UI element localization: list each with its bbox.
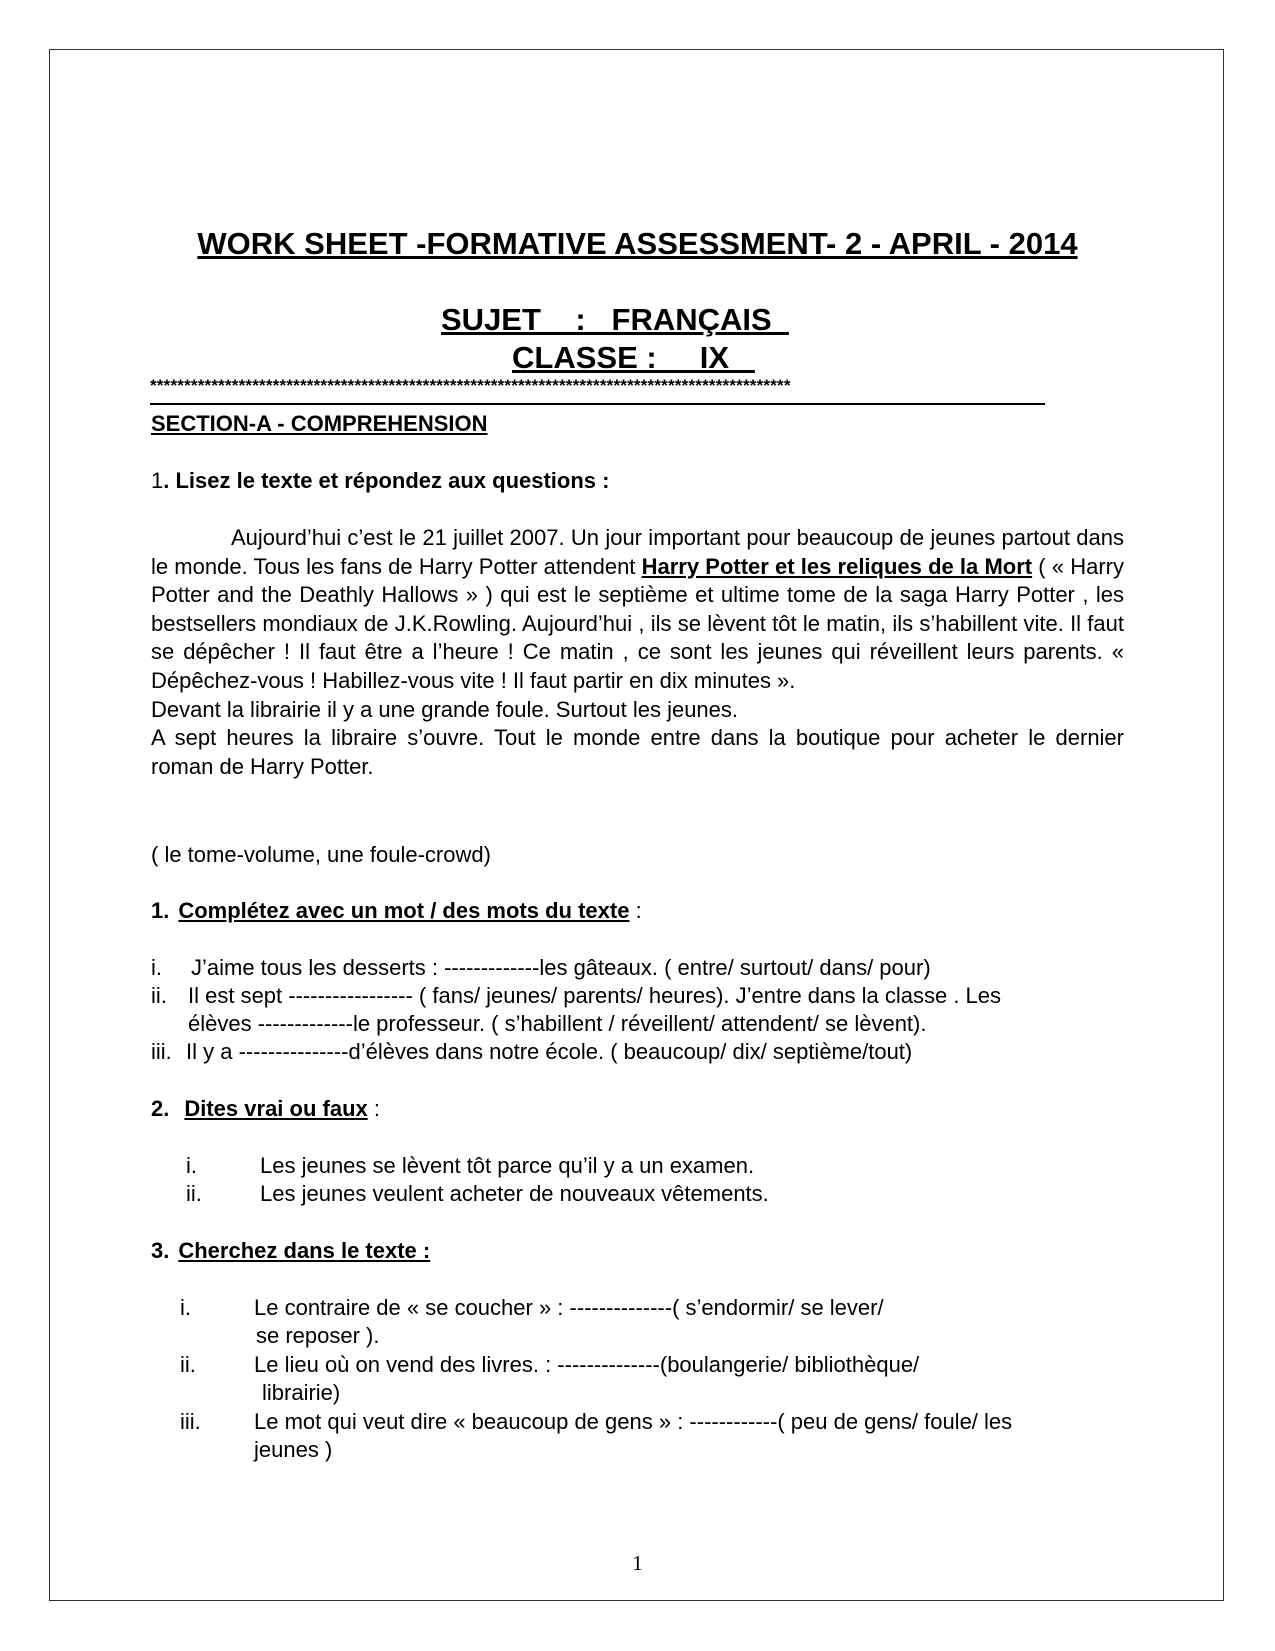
- question-number: 2.: [151, 1096, 170, 1121]
- subject-line: SUJET : FRANÇAIS: [441, 302, 789, 337]
- question-number: 1.: [151, 898, 170, 923]
- q2-item-num: ii.: [186, 1181, 202, 1206]
- q3-item-text: Le mot qui veut dire « beaucoup de gens » : ------------( peu de gens/ foule/ les: [254, 1409, 1013, 1434]
- question-2-heading: [151, 1096, 380, 1122]
- q1-item-text: Il y a ---------------d’élèves dans notre école. ( beaucoup/ dix/ septième/tout): [186, 1039, 913, 1064]
- q1-item-num: iii.: [151, 1039, 172, 1064]
- q1-item-continuation: élèves -------------le professeur. ( s’habillent / réveillent/ attendent/ se lèvent).: [188, 1011, 927, 1036]
- q2-item-text: Les jeunes se lèvent tôt parce qu’il y a un examen.: [260, 1153, 755, 1178]
- q3-item-continuation: librairie): [262, 1380, 341, 1405]
- passage-paragraph-1: [151, 524, 1124, 696]
- instruction-text: . Lisez le texte et répondez aux questions :: [163, 468, 610, 493]
- passage-paragraph-3: A sept heures la libraire s’ouvre. Tout le monde entre dans la boutique pour acheter le dernier roman de Harry Potter.: [151, 725, 1124, 779]
- question-3-heading: [151, 1238, 430, 1264]
- q3-item-text: Le contraire de « se coucher » : --------------( s’endormir/ se lever/: [254, 1295, 884, 1320]
- question-colon: :: [629, 898, 642, 923]
- book-title: Harry Potter et les reliques de la Mort: [641, 553, 1033, 579]
- reading-passage: [151, 524, 1124, 781]
- q3-item-text: Le lieu où on vend des livres. : --------------(boulangerie/ bibliothèque/: [254, 1352, 920, 1377]
- q2-item-text: Les jeunes veulent acheter de nouveaux vêtements.: [260, 1181, 769, 1206]
- instruction-number: 1: [151, 468, 164, 493]
- passage-text: ( « Harry Potter and the Deathly Hallows » ) qui est le septième et ultime tome de la saga Harry Potter , les bestsellers mondiaux de J.K.Rowling. Aujourd’hui , ils se lèvent tôt le matin, ils s’habillent vite. Il faut se dépêcher ! Il faut être a l’heure ! Ce matin , ce sont les jeunes qui réveillent leurs parents. « Dépêchez-vous ! Habillez-vous vite ! Il faut partir en dix minutes ».: [151, 553, 1124, 693]
- question-text: Cherchez dans le texte :: [178, 1238, 431, 1263]
- glossary-note: ( le tome-volume, une foule-crowd): [151, 842, 491, 867]
- instruction-line: [151, 468, 609, 494]
- worksheet-title: WORK SHEET -FORMATIVE ASSESSMENT- 2 - APRIL - 2014: [197, 226, 1078, 261]
- class-line: CLASSE : IX: [512, 340, 755, 375]
- q3-item-continuation: jeunes ): [254, 1437, 333, 1462]
- q1-item-num: ii.: [151, 983, 167, 1008]
- page-number: 1: [632, 1551, 643, 1575]
- passage-text: Aujourd’hui c’est le 21 juillet 2007. Un jour important pour beaucoup de jeunes partout dans le monde. Tous les fans de Harry Potter attendent: [151, 525, 1124, 579]
- q3-item-num: i.: [180, 1295, 191, 1320]
- question-number: 3.: [151, 1238, 170, 1263]
- question-text: Complétez avec un mot / des mots du texte: [178, 898, 630, 923]
- q3-item-num: ii.: [180, 1352, 196, 1377]
- q1-item-text: J’aime tous les desserts : -------------les gâteaux. ( entre/ surtout/ dans/ pour): [191, 955, 931, 980]
- divider-line: [150, 403, 1045, 405]
- q3-item-num: iii.: [180, 1409, 201, 1434]
- question-1-heading: [151, 898, 642, 924]
- section-heading: SECTION-A - COMPREHENSION: [151, 411, 488, 436]
- asterisk-divider: **********************************************************************************************: [150, 376, 791, 395]
- q1-item-num: i.: [151, 955, 162, 980]
- q3-item-continuation: se reposer ).: [256, 1323, 380, 1348]
- q2-item-num: i.: [186, 1153, 197, 1178]
- question-colon: :: [367, 1096, 380, 1121]
- question-text: Dites vrai ou faux: [184, 1096, 368, 1121]
- q1-item-text: Il est sept ----------------- ( fans/ jeunes/ parents/ heures). J’entre dans la classe . Les: [188, 983, 1002, 1008]
- passage-paragraph-2: Devant la librairie il y a une grande foule. Surtout les jeunes.: [151, 696, 739, 722]
